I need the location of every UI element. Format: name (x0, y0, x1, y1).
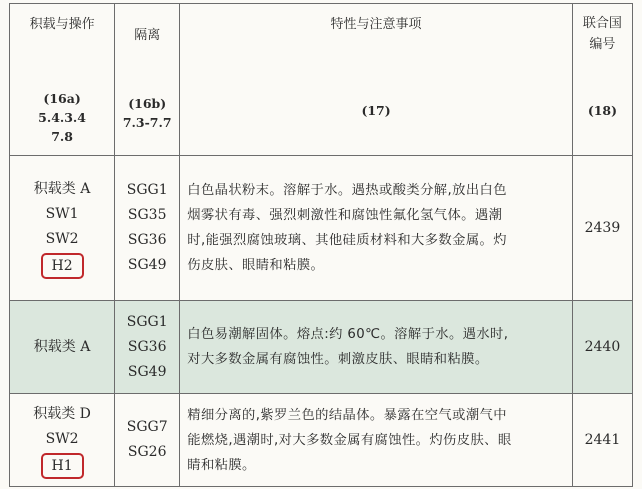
table-row (10, 156, 633, 301)
highlighted-stowage-code: H2 (41, 253, 84, 279)
table-row (10, 301, 633, 394)
properties-cell (180, 394, 573, 487)
stowage-code: SW2 (45, 231, 79, 247)
stowage-cell (10, 394, 115, 487)
header-properties-ref: (17) (361, 103, 391, 118)
header-segregation (115, 4, 180, 156)
header-stowage (10, 4, 115, 156)
highlighted-stowage-code: H1 (41, 453, 84, 479)
description-line: 能燃烧,遇潮时,对大多数金属有腐蚀性。灼伤皮肤、眼 (187, 432, 512, 448)
segregation-code: SG36 (127, 338, 167, 355)
description-line: 对大多数金属有腐蚀性。刺激皮肤、眼睛和粘膜。 (187, 352, 489, 367)
description-line: 白色晶状粉末。溶解于水。遇热或酸类分解,放出白色 (187, 183, 507, 198)
header-stowage-ref (10, 89, 114, 146)
header-un-number (572, 4, 632, 156)
stowage-code: SW2 (45, 430, 79, 447)
un-number-cell: 2440 (572, 301, 632, 394)
header-segregation-ref (115, 94, 179, 132)
segregation-code: SG49 (127, 363, 167, 380)
header-segregation-ref-number: (16b) (128, 96, 167, 111)
segregation-code: SGG7 (126, 419, 168, 435)
segregation-code: SG35 (127, 207, 167, 223)
stowage-category: 积载类 A (33, 181, 91, 197)
header-un-title-line2: 编号 (589, 37, 616, 52)
stowage-cell (10, 156, 115, 301)
segregation-code: SG49 (127, 257, 167, 273)
segregation-code: SG36 (127, 232, 167, 248)
description-line: 时,能强烈腐蚀玻璃、其他硅质材料和大多数金属。灼 (187, 233, 507, 248)
header-segregation-ref-sub: 7.3-7.7 (122, 115, 172, 130)
header-properties-title: 特性与注意事项 (330, 17, 422, 32)
description-line: 白色易潮解固体。熔点:约 60℃。溶解于水。遇水时, (187, 327, 509, 342)
stowage-category: 积载类 D (33, 405, 91, 422)
header-un-ref: (18) (587, 103, 618, 118)
un-number-cell: 2439 (572, 156, 632, 301)
header-stowage-ref-line1: 5.4.3.4 (38, 110, 86, 125)
header-properties (180, 4, 573, 156)
header-un-title-line1: 联合国 (582, 16, 622, 31)
properties-cell (180, 156, 573, 301)
stowage-category: 积载类 A (33, 338, 91, 355)
dangerous-goods-table (9, 3, 633, 487)
segregation-cell (115, 394, 180, 487)
description-line: 精细分离的,紫罗兰色的结晶体。暴露在空气或潮气中 (187, 407, 507, 423)
header-stowage-title: 积载与操作 (29, 17, 95, 32)
header-stowage-ref-line2: 7.8 (51, 129, 73, 144)
un-number-cell: 2441 (572, 394, 632, 487)
description-line: 睛和粘膜。 (187, 457, 256, 473)
segregation-cell (115, 156, 180, 301)
segregation-code: SGG1 (126, 182, 168, 198)
table-row (10, 394, 633, 487)
stowage-code: SW1 (45, 206, 79, 222)
segregation-code: SGG1 (126, 313, 168, 330)
header-row (10, 4, 633, 156)
stowage-cell (10, 301, 115, 394)
header-un-title (573, 13, 632, 55)
segregation-cell (115, 301, 180, 394)
header-stowage-ref-number: (16a) (43, 91, 81, 106)
properties-cell (180, 301, 573, 394)
description-line: 烟雾状有毒、强烈刺激性和腐蚀性氟化氢气体。遇潮 (187, 208, 503, 223)
segregation-code: SG26 (127, 444, 167, 460)
header-segregation-title: 隔离 (134, 28, 161, 43)
description-line: 伤皮肤、眼睛和粘膜。 (187, 258, 325, 273)
